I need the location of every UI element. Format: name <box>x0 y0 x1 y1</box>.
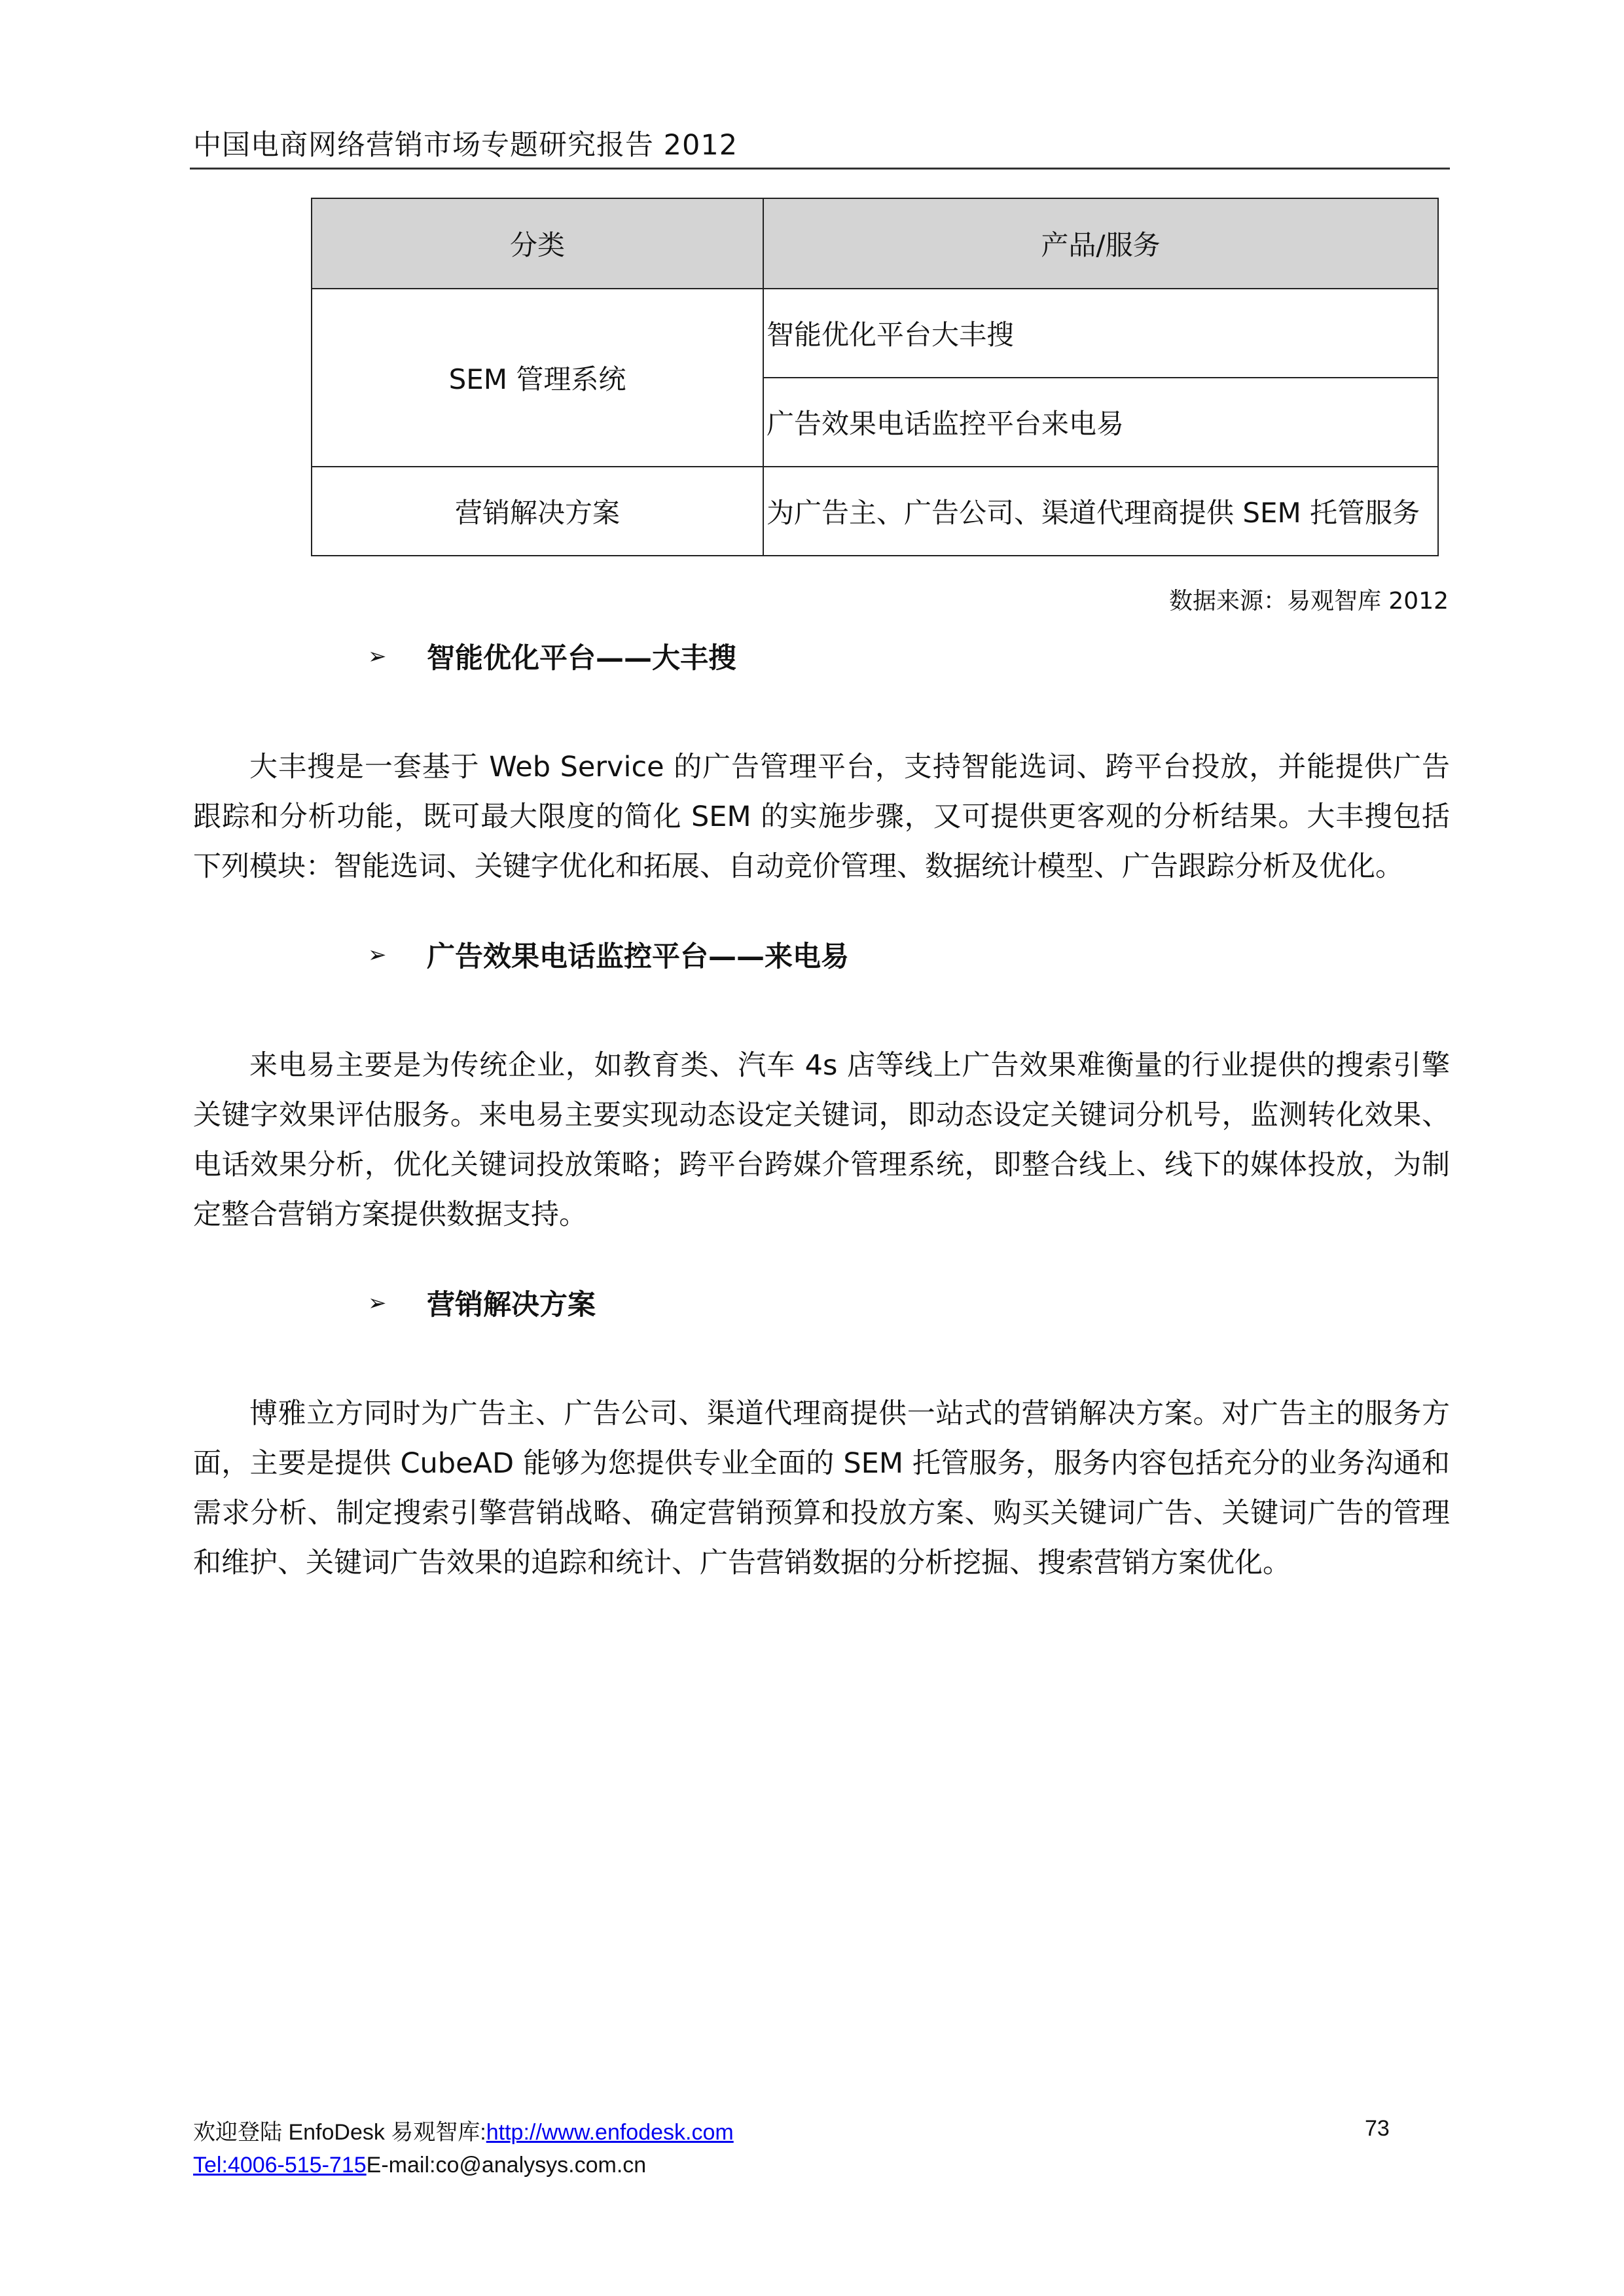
table-cell-product: 智能优化平台大丰搜 <box>763 289 1438 378</box>
footer-email: E-mail:co@analysys.com.cn <box>366 2153 647 2178</box>
arrow-bullet-icon: ➢ <box>368 643 387 670</box>
table-header-category: 分类 <box>312 198 763 289</box>
arrow-bullet-icon: ➢ <box>368 941 387 968</box>
table-cell-product: 为广告主、广告公司、渠道代理商提供 SEM 托管服务 <box>763 467 1438 556</box>
footer-line-1 <box>193 2116 734 2149</box>
data-source-note: 数据来源：易观智库 2012 <box>1168 588 1449 615</box>
table-row <box>312 467 1438 556</box>
section-heading <box>368 1283 596 1323</box>
table-cell-category: SEM 管理系统 <box>312 289 763 467</box>
section-heading-text: 营销解决方案 <box>427 1289 596 1321</box>
footer-welcome: 欢迎登陆 EnfoDesk 易观智库: <box>193 2120 486 2145</box>
footer-website-link[interactable]: http://www.enfodesk.com <box>486 2120 734 2145</box>
page-number: 73 <box>1365 2116 1390 2141</box>
section-heading <box>368 636 736 676</box>
section-heading-text: 智能优化平台——大丰搜 <box>427 642 736 675</box>
footer-tel-link[interactable]: Tel:4006-515-715 <box>193 2153 367 2178</box>
section-paragraph: 博雅立方同时为广告主、广告公司、渠道代理商提供一站式的营销解决方案。对广告主的服务方面，主要是提供 CubeAD 能够为您提供专业全面的 SEM 托管服务，服务内容包括充分的业务沟通和需求分析、制定搜索引擎营销战略、确定营销预算和投放方案、购买关键词广告、关键词广告的管理和维护、关键词广告效果的追踪和统计、广告营销数据的分析挖掘、搜索营销方案优化。 <box>193 1397 1450 1579</box>
footer <box>193 2116 734 2181</box>
table-cell-product: 广告效果电话监控平台来电易 <box>763 378 1438 467</box>
arrow-bullet-icon: ➢ <box>368 1289 387 1316</box>
section-heading-text: 广告效果电话监控平台——来电易 <box>427 941 849 973</box>
section-paragraph: 来电易主要是为传统企业，如教育类、汽车 4s 店等线上广告效果难衡量的行业提供的搜索引擎关键字效果评估服务。来电易主要实现动态设定关键词，即动态设定关键词分机号，监测转化效果、电话效果分析，优化关键词投放策略；跨平台跨媒介管理系统，即整合线上、线下的媒体投放，为制定整合营销方案提供数据支持。 <box>193 1049 1450 1231</box>
header-divider <box>190 168 1450 170</box>
table-cell-category: 营销解决方案 <box>312 467 763 556</box>
table-header-row <box>312 198 1438 289</box>
section-paragraph: 大丰搜是一套基于 Web Service 的广告管理平台，支持智能选词、跨平台投放，并能提供广告跟踪和分析功能，既可最大限度的简化 SEM 的实施步骤，又可提供更客观的分析结果。大丰搜包括下列模块：智能选词、关键字优化和拓展、自动竞价管理、数据统计模型、广告跟踪分析及优化。 <box>193 751 1450 883</box>
product-service-table <box>311 198 1439 556</box>
footer-line-2 <box>193 2149 734 2181</box>
table-header-products: 产品/服务 <box>763 198 1438 289</box>
table-row <box>312 289 1438 378</box>
page-header-title: 中国电商网络营销市场专题研究报告 2012 <box>193 129 738 162</box>
section-heading <box>368 935 849 975</box>
